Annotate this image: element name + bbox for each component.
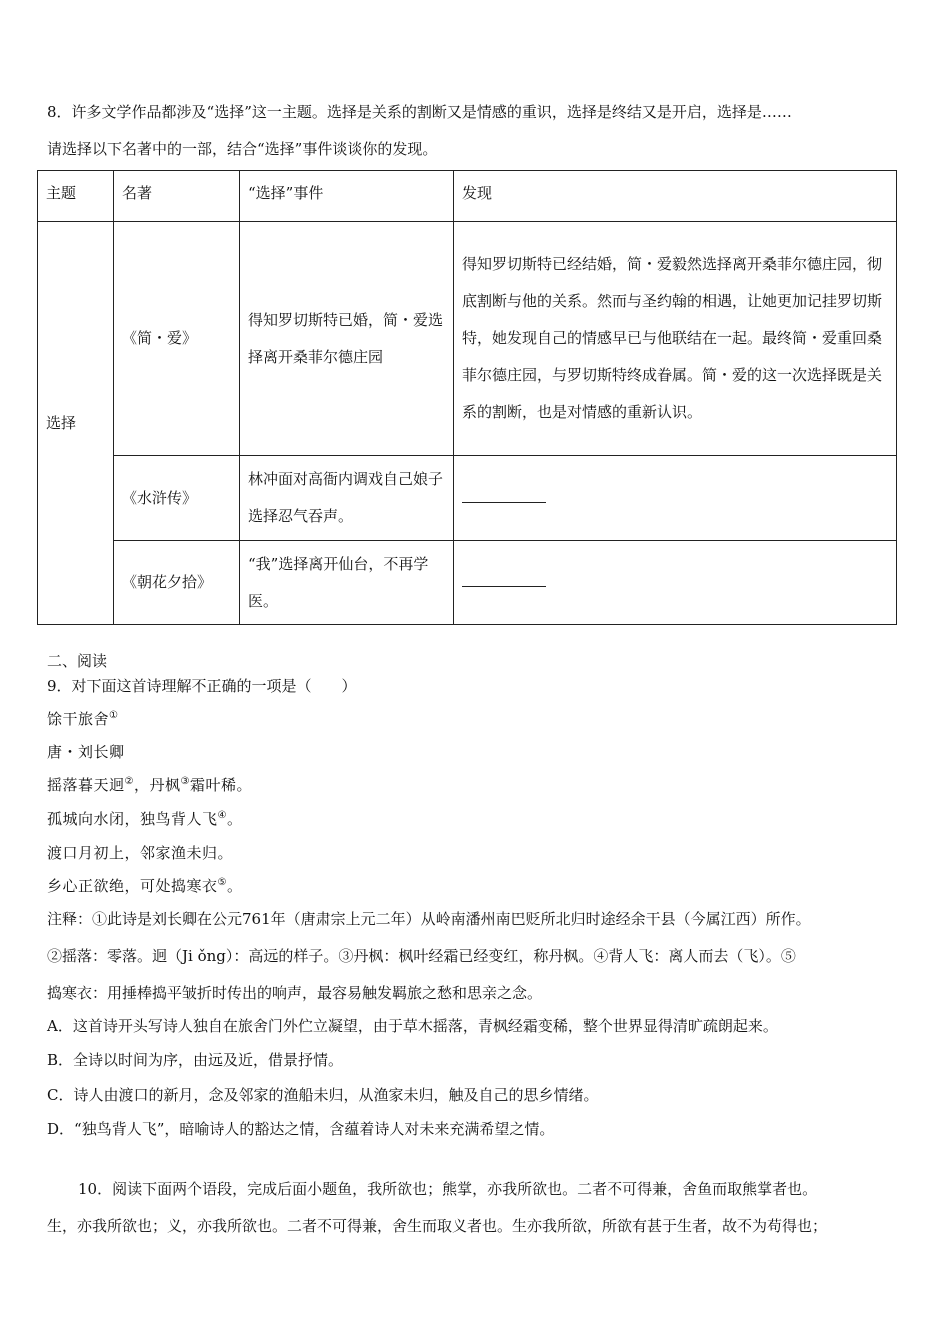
table-row [38,456,897,541]
section-heading: 二、阅读 [47,652,108,670]
event-cell: 林冲面对高衙内调戏自己娘子选择忍气吞声。 [240,456,454,541]
header-finding: 发现 [454,171,897,222]
book-cell: 《水浒传》 [114,456,240,541]
option-b[interactable]: B．全诗以时间为序，由远及近，借景抒情。 [47,1051,344,1069]
poem-note: 捣寒衣：用捶棒捣平皱折时传出的响声，最容易触发羁旅之愁和思亲之念。 [47,984,543,1002]
q8-stem-line2: 请选择以下名著中的一部，结合“选择”事件谈谈你的发现。 [47,140,438,158]
event-cell: “我”选择离开仙台，不再学医。 [240,541,454,625]
header-theme: 主题 [38,171,114,222]
header-event: “选择”事件 [240,171,454,222]
answer-blank[interactable] [462,484,546,503]
q9-stem: 9．对下面这首诗理解不正确的一项是（ ） [47,677,357,695]
poem-note: 注释：①此诗是刘长卿在公元761年（唐肃宗上元二年）从岭南潘州南巴贬所北归时途经余干县（今属江西）所作。 [47,910,811,928]
poem-author: 唐・刘长卿 [47,743,125,761]
q10-stem-line1: 10．阅读下面两个语段，完成后面小题鱼，我所欲也；熊掌，亦我所欲也。二者不可得兼，舍鱼而取熊掌者也。 [78,1180,818,1198]
answer-blank[interactable] [462,568,546,587]
q10-stem-line2: 生，亦我所欲也；义，亦我所欲也。二者不可得兼，舍生而取义者也。生亦我所欲，所欲有甚于生者，故不为苟得也； [47,1217,828,1235]
answer-blank-cell[interactable] [454,456,897,541]
table-header-row [38,171,897,222]
q8-stem-line1: 8．许多文学作品都涉及“选择”这一主题。选择是关系的割断又是情感的重识，选择是终结又是开启，选择是…… [47,103,792,121]
event-cell: 得知罗切斯特已婚，简・爱选择离开桑菲尔德庄园 [240,222,454,456]
poem-verse: 摇落暮天迥②，丹枫③霜叶稀。 [47,776,252,794]
option-d[interactable]: D．“独鸟背人飞”，暗喻诗人的豁达之情，含蕴着诗人对未来充满希望之情。 [47,1120,555,1138]
finding-cell: 得知罗切斯特已经结婚，简・爱毅然选择离开桑菲尔德庄园，彻底割断与他的关系。然而与圣约翰的相遇，让她更加记挂罗切斯特，她发现自己的情感早已与他联结在一起。最终简・爱重回桑菲尔德庄园，与罗切斯特终成眷属。简・爱的这一次选择既是关系的割断，也是对情感的重新认识。 [454,222,897,456]
header-book: 名著 [114,171,240,222]
book-cell: 《简・爱》 [114,222,240,456]
poem-title: 馀干旅舍① [47,710,119,728]
option-c[interactable]: C．诗人由渡口的新月，念及邻家的渔船未归，从渔家未归，触及自己的思乡情绪。 [47,1086,599,1104]
book-cell: 《朝花夕拾》 [114,541,240,625]
option-a[interactable]: A．这首诗开头写诗人独自在旅舍门外伫立凝望，由于草木摇落，青枫经霜变稀，整个世界显得清旷疏朗起来。 [47,1017,778,1035]
answer-blank-cell[interactable] [454,541,897,625]
poem-verse: 乡心正欲绝，可处捣寒衣⑤。 [47,877,243,895]
poem-note: ②摇落：零落。迥（Ji ǒng）：高远的样子。③丹枫：枫叶经霜已经变红，称丹枫。④背人飞：离人而去（飞）。⑤ [47,947,796,965]
table-row [38,222,897,456]
table-row [38,541,897,625]
poem-verse: 渡口月初上，邻家渔未归。 [47,844,234,862]
poem-verse: 孤城向水闭，独鸟背人飞④。 [47,810,243,828]
q8-table [37,170,897,625]
theme-cell: 选择 [38,222,114,625]
